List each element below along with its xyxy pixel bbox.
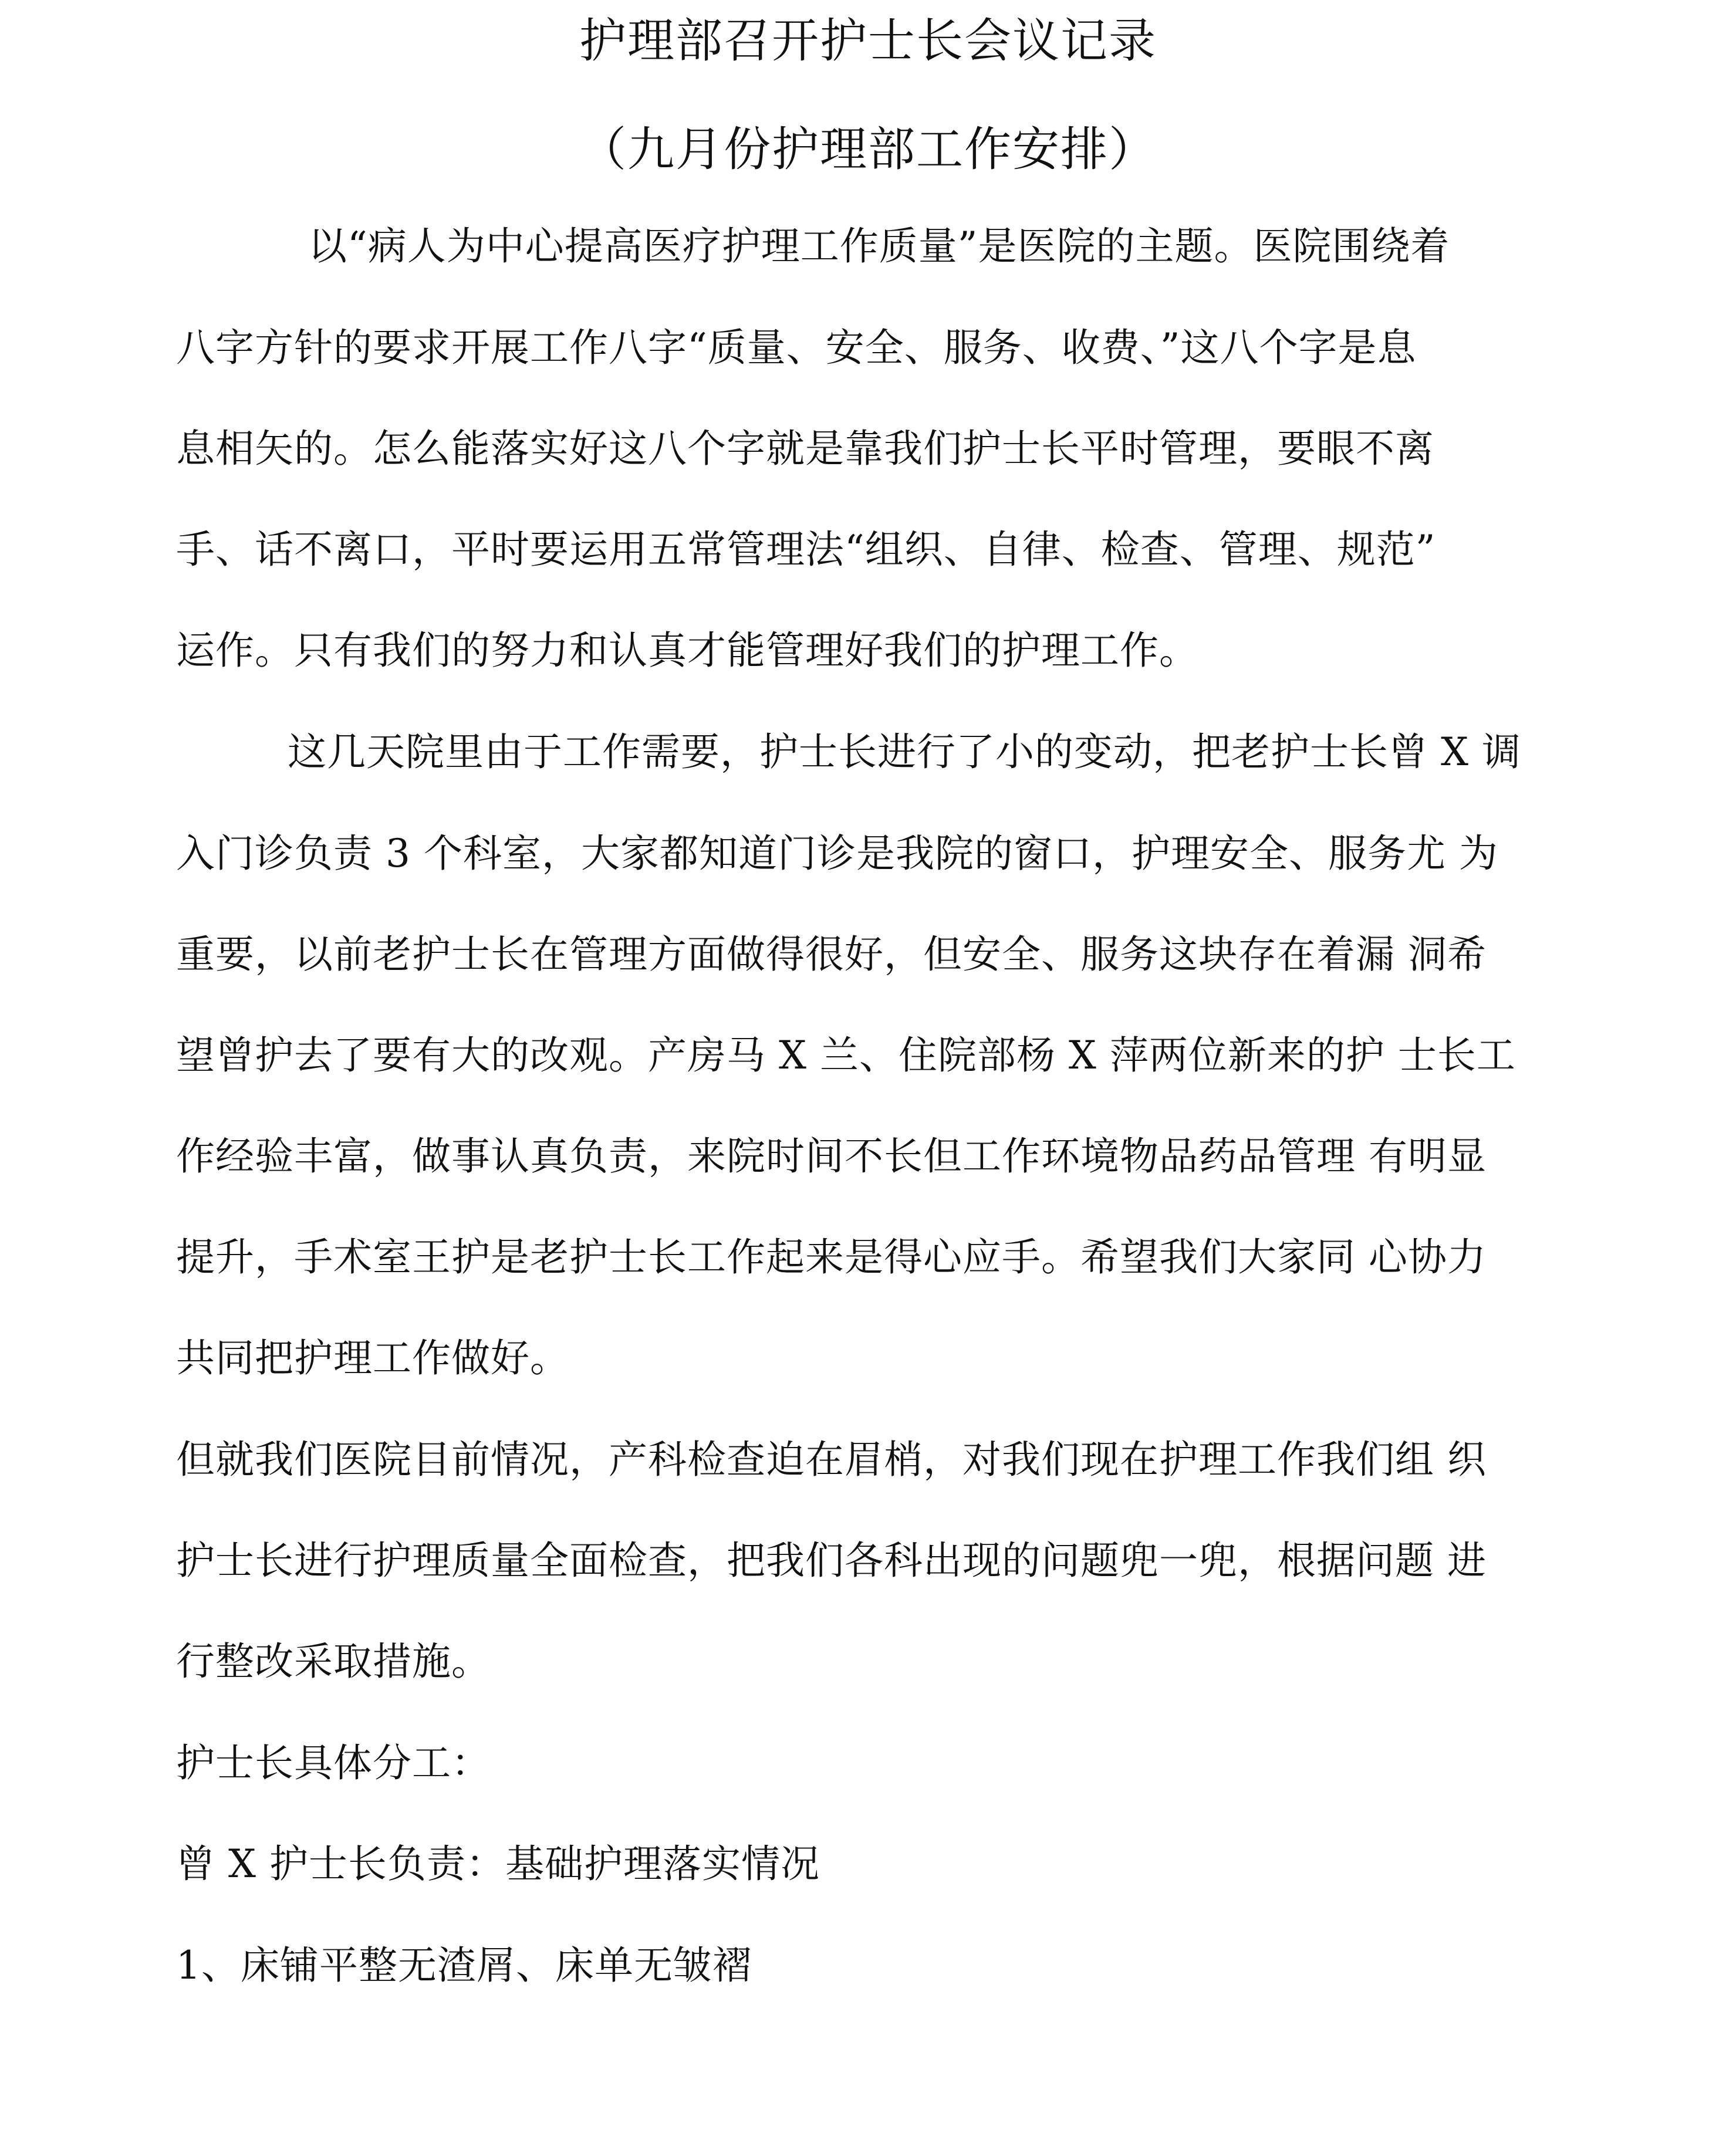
- paragraph-line: 入门诊负责 3 个科室，大家都知道门诊是我院的窗口，护理安全、服务尤 为: [176, 831, 1498, 876]
- paragraph-line: 以“病人为中心提高医疗护理工作质量”是医院的主题。医院围绕着: [308, 224, 1450, 269]
- paragraph-line: 行整改采取措施。: [176, 1639, 491, 1684]
- paragraph-line: 运作。只有我们的努力和认真才能管理好我们的护理工作。: [176, 628, 1198, 673]
- paragraph-line: 提升，手术室王护是老护士长工作起来是得心应手。希望我们大家同 心协力: [176, 1235, 1487, 1280]
- paragraph-line: 八字方针的要求开展工作八字“质量、安全、服务、收费、”这八个字是息: [176, 325, 1417, 370]
- paragraph-line: 重要，以前老护士长在管理方面做得很好，但安全、服务这块存在着漏 洞希: [176, 932, 1487, 977]
- paragraph-line: 这几天院里由于工作需要，护士长进行了小的变动，把老护士长曾 X 调: [288, 729, 1521, 775]
- document-title: 护理部召开护士长会议记录: [579, 13, 1157, 68]
- paragraph-line: 手、话不离口，平时要运用五常管理法“组织、自律、检查、管理、规范”: [176, 527, 1436, 572]
- paragraph-line: 望曾护去了要有大的改观。产房马 X 兰、住院部杨 X 萍两位新来的护 士长工: [176, 1033, 1516, 1078]
- paragraph-line: 作经验丰富，做事认真负责，来院时间不长但工作环境物品药品管理 有明显: [176, 1134, 1487, 1179]
- section-heading: 护士长具体分工：: [176, 1740, 491, 1786]
- document-subtitle: （九月份护理部工作安排）: [579, 122, 1157, 177]
- paragraph-line: 息相矢的。怎么能落实好这八个字就是靠我们护士长平时管理，要眼不离: [176, 426, 1434, 471]
- list-item: 1、床铺平整无渣屑、床单无皱褶: [176, 1943, 752, 1988]
- assignment-line: 曾 X 护士长负责：基础护理落实情况: [176, 1841, 820, 1886]
- paragraph-line: 但就我们医院目前情况，产科检查迫在眉梢，对我们现在护理工作我们组 织: [176, 1437, 1487, 1482]
- paragraph-line: 共同把护理工作做好。: [176, 1336, 569, 1381]
- paragraph-line: 护士长进行护理质量全面检查，把我们各科出现的问题兜一兜，根据问题 进: [176, 1538, 1487, 1583]
